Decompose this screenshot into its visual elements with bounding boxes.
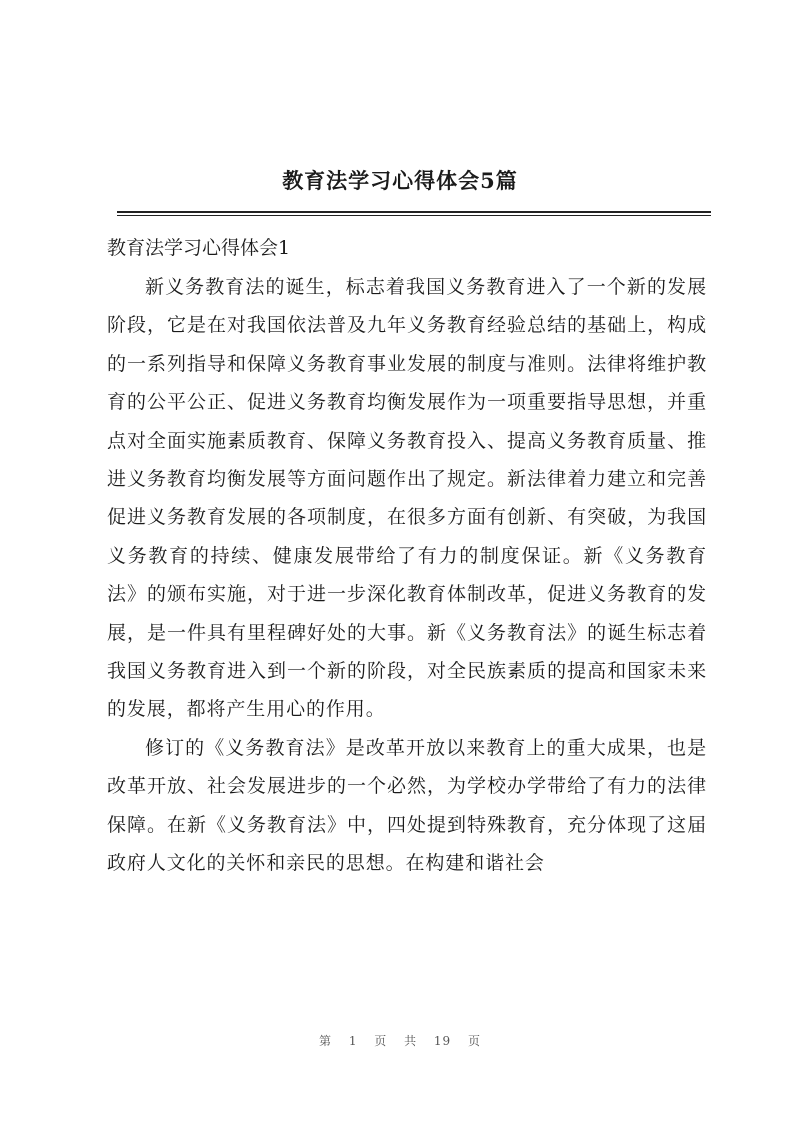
paragraph-2: 修订的《义务教育法》是改革开放以来教育上的重大成果，也是改革开放、社会发展进步的一个必然，为学校办学带给了有力的法律保障。在新《义务教育法》中，四处提到特殊教育，充分体现了这届政府人文化的关怀和亲民的思想。在构建和谐社会 (107, 736, 707, 875)
title-rule-thick (117, 211, 711, 213)
title-rule-thin (117, 215, 711, 216)
body-text (107, 268, 707, 883)
section-heading: 教育法学习心得体会1 (107, 237, 291, 259)
paragraph-1: 新义务教育法的诞生，标志着我国义务教育进入了一个新的发展阶段，它是在对我国依法普及九年义务教育经验总结的基础上，构成的一系列指导和保障义务教育事业发展的制度与准则。法律将维护教育的公平公正、促进义务教育均衡发展作为一项重要指导思想，并重点对全面实施素质教育、保障义务教育投入、提高义务教育质量、推进义务教育均衡发展等方面问题作出了规定。新法律着力建立和完善促进义务教育发展的各项制度，在很多方面有创新、有突破，为我国义务教育的持续、健康发展带给了有力的制度保证。新《义务教育法》的颁布实施，对于进一步深化教育体制改革，促进义务教育的发展，是一件具有里程碑好处的大事。新《义务教育法》的诞生标志着我国义务教育进入到一个新的阶段，对全民族素质的提高和国家未来的发展，都将产生用心的作用。 (107, 276, 707, 721)
document-title: 教育法学习心得体会5篇 (282, 168, 518, 193)
page-footer: 第 1 页 共 19 页 (319, 1034, 481, 1048)
